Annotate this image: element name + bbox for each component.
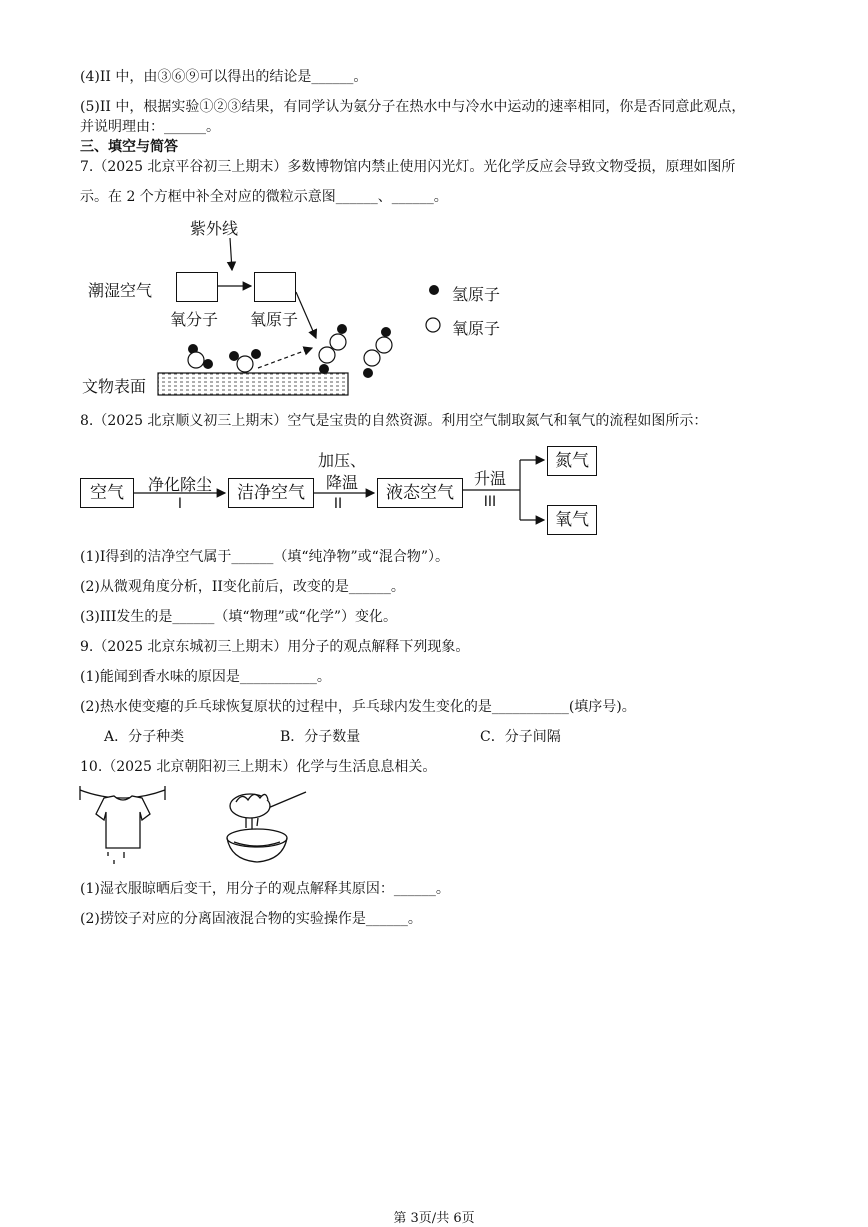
flow-liquid-air-box: 液态空气 <box>377 478 463 508</box>
q6-sub5-line1: (5)II 中，根据实验①②③结果，有同学认为氨分子在热水中与冷水中运动的速率相同，你是否同意此观点， <box>80 99 746 115</box>
uv-label: 紫外线 <box>190 219 239 238</box>
flow-step1-num: I <box>177 496 183 512</box>
q8-sub3: (3)III发生的是______（填“物理”或“化学”）变化。 <box>80 609 398 625</box>
q9-option-a: A．分子种类 <box>104 729 185 745</box>
q9-sub1: (1)能闻到香水味的原因是___________。 <box>80 669 331 685</box>
flow-step2-label-a: 加压、 <box>317 451 366 470</box>
section-title: 三、填空与简答 <box>80 139 178 155</box>
q8-sub1: (1)I得到的洁净空气属于______（填“纯净物”或“混合物”）。 <box>80 549 449 565</box>
flow-o2-box: 氧气 <box>547 505 597 535</box>
q9-sub2: (2)热水使变瘪的乒乓球恢复原状的过程中，乒乓球内发生变化的是___________(填序号)。 <box>80 699 636 715</box>
q8-line1: 8.（2025 北京顺义初三上期末）空气是宝贵的自然资源。利用空气制取氮气和氧气的流程如图所示： <box>80 413 708 429</box>
q10-line1: 10.（2025 北京朝阳初三上期末）化学与生活息息相关。 <box>80 759 437 775</box>
box1-caption: 氧分子 <box>170 310 219 329</box>
q9-line1: 9.（2025 北京东城初三上期末）用分子的观点解释下列现象。 <box>80 639 470 655</box>
flow-step1-label: 净化除尘 <box>147 475 212 494</box>
flow-clean-air-box: 洁净空气 <box>228 478 314 508</box>
surface-label: 文物表面 <box>82 377 147 396</box>
flow-n2-box: 氮气 <box>547 446 597 476</box>
drying-shirt-illustration <box>80 786 165 864</box>
flow-step3-num: III <box>483 494 497 510</box>
q7-line1: 7.（2025 北京平谷初三上期末）多数博物馆内禁止使用闪光灯。光化学反应会导致文物受损，原理如图所 <box>80 159 736 175</box>
legend-o-label: 氧原子 <box>452 319 501 338</box>
q9-option-b: B．分子数量 <box>280 729 361 745</box>
q7-line2: 示。在 2 个方框中补全对应的微粒示意图______、______。 <box>80 189 448 205</box>
q6-sub4: (4)II 中，由③⑥⑨可以得出的结论是______。 <box>80 69 368 85</box>
q9-option-c: C．分子间隔 <box>480 729 561 745</box>
flow-step2-label-b: 降温 <box>325 473 358 492</box>
dumpling-strainer-illustration <box>227 792 306 862</box>
box2-caption: 氧原子 <box>250 310 299 329</box>
flow-step3-label: 升温 <box>473 469 506 488</box>
legend-h-label: 氢原子 <box>452 285 501 304</box>
q10-sub2: (2)捞饺子对应的分离固液混合物的实验操作是______。 <box>80 911 422 927</box>
q6-sub5-line2: 并说明理由：______。 <box>80 119 220 135</box>
humid-air-label: 潮湿空气 <box>88 281 153 300</box>
flow-air-box: 空气 <box>80 478 134 508</box>
flow-step2-num: II <box>333 496 343 512</box>
page-footer: 第 3页/共 6页 <box>393 1211 475 1226</box>
q8-sub2: (2)从微观角度分析，II变化前后，改变的是______。 <box>80 579 405 595</box>
q10-sub1: (1)湿衣服晾晒后变干，用分子的观点解释其原因：______。 <box>80 881 450 897</box>
